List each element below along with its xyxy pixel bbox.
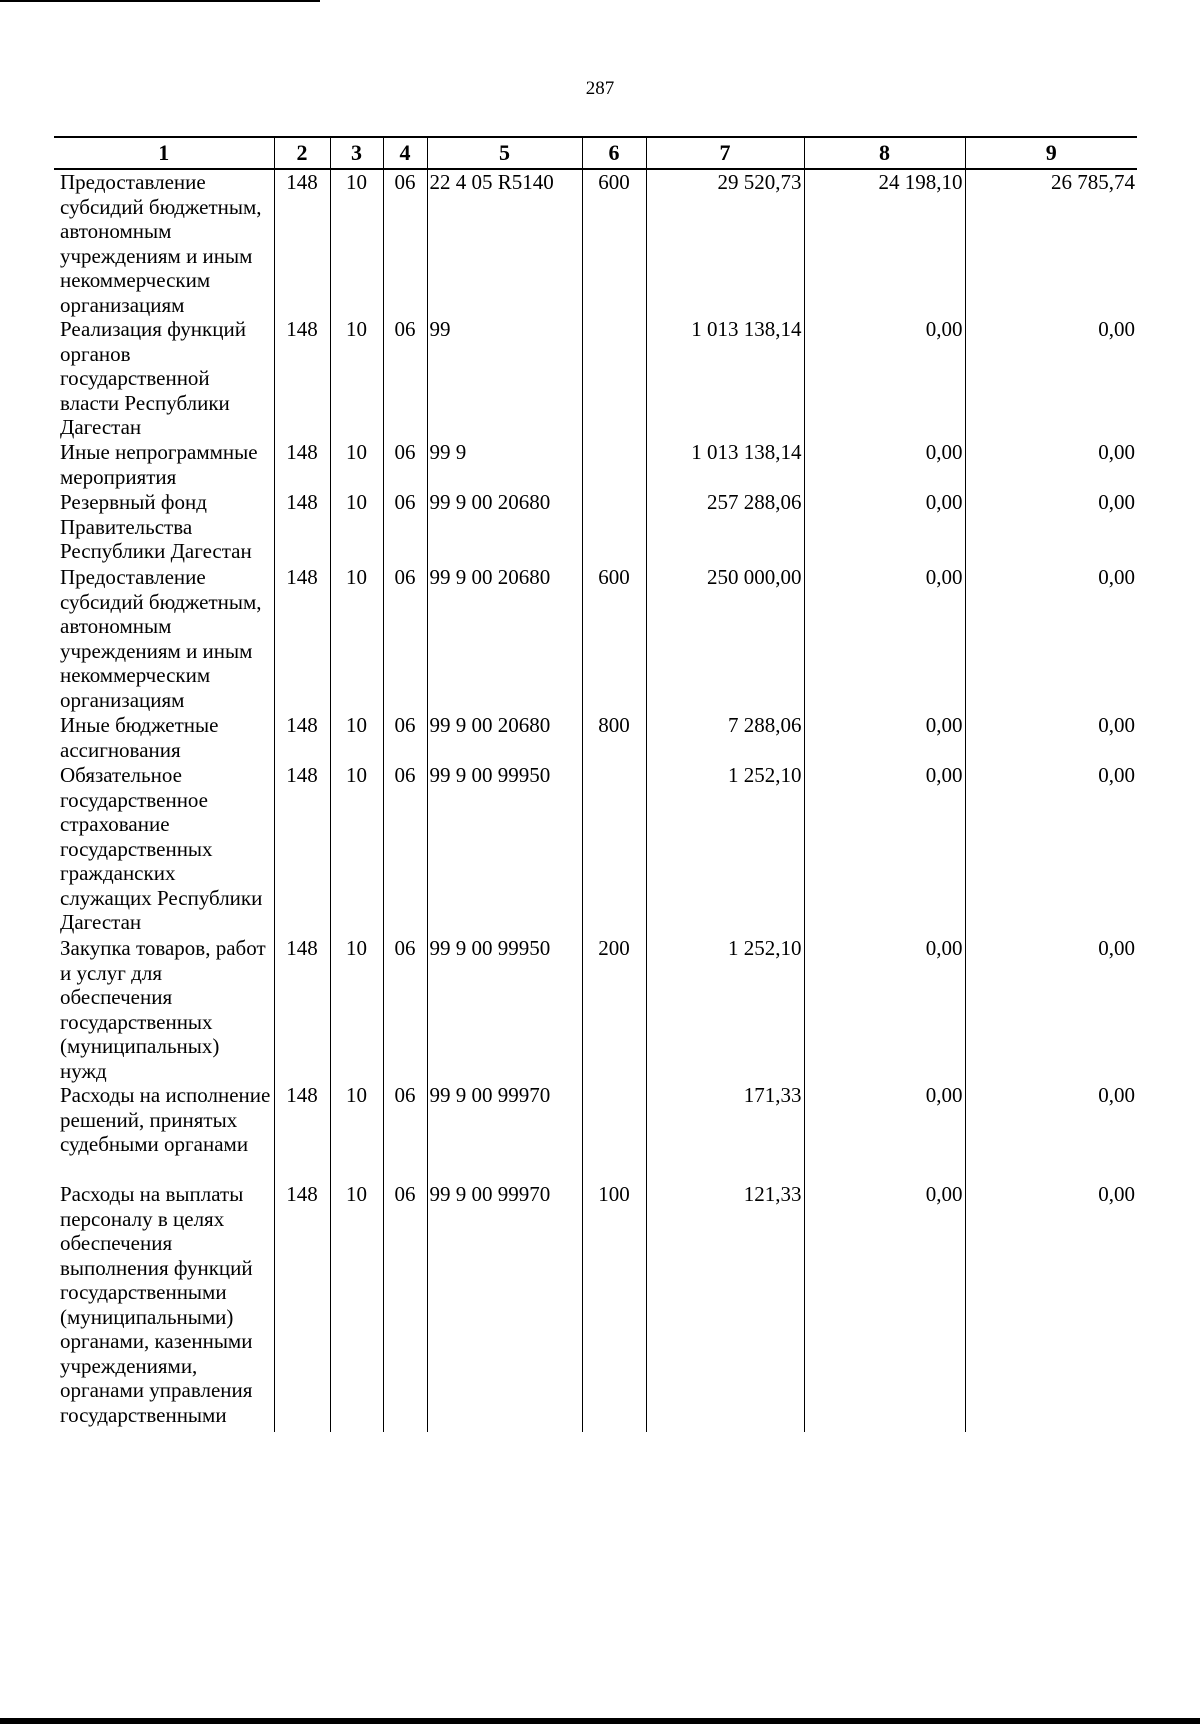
table-row: [54, 440, 1137, 490]
cell-col-6: [582, 440, 646, 490]
cell-col-3: 10: [330, 713, 383, 763]
header-col-5: 5: [427, 137, 582, 169]
table-row: [54, 1083, 1137, 1182]
cell-col-7: 171,33: [646, 1083, 804, 1182]
table-row: [54, 490, 1137, 565]
row-name: Предоставление субсидий бюджетным, автономным учреждениям и иным некоммерческим организациям: [54, 169, 274, 317]
cell-col-6: [582, 1083, 646, 1182]
row-name: Расходы на выплаты персоналу в целях обеспечения выполнения функций государственными (муниципальными) органами, казенными учреждениями, органами управления государственными: [54, 1182, 274, 1432]
table-row: [54, 1182, 1137, 1432]
cell-col-8: 24 198,10: [804, 169, 965, 317]
budget-table: [54, 136, 1137, 1432]
cell-col-6: [582, 763, 646, 936]
cell-col-3: 10: [330, 565, 383, 713]
cell-col-3: 10: [330, 1182, 383, 1432]
cell-col-9: 0,00: [965, 317, 1137, 440]
cell-col-5: 99 9 00 20680: [427, 713, 582, 763]
cell-col-6: 100: [582, 1182, 646, 1432]
row-name: Обязательное государственное страхование государственных гражданских служащих Республики Дагестан: [54, 763, 274, 936]
cell-col-8: 0,00: [804, 1182, 965, 1432]
cell-col-5: 99 9 00 20680: [427, 490, 582, 565]
page-number: 287: [585, 78, 615, 99]
header-col-2: 2: [274, 137, 330, 169]
header-col-8: 8: [804, 137, 965, 169]
cell-col-9: 0,00: [965, 763, 1137, 936]
cell-col-8: 0,00: [804, 317, 965, 440]
cell-col-4: 06: [383, 936, 427, 1083]
cell-col-2: 148: [274, 317, 330, 440]
header-col-7: 7: [646, 137, 804, 169]
cell-col-9: 26 785,74: [965, 169, 1137, 317]
table-row: [54, 169, 1137, 317]
table-row: [54, 763, 1137, 936]
cell-col-5: 99 9 00 99950: [427, 936, 582, 1083]
cell-col-6: 200: [582, 936, 646, 1083]
header-col-6: 6: [582, 137, 646, 169]
cell-col-9: 0,00: [965, 713, 1137, 763]
cell-col-9: 0,00: [965, 490, 1137, 565]
cell-col-2: 148: [274, 713, 330, 763]
cell-col-9: 0,00: [965, 936, 1137, 1083]
cell-col-8: 0,00: [804, 936, 965, 1083]
cell-col-7: 29 520,73: [646, 169, 804, 317]
row-name: Закупка товаров, работ и услуг для обеспечения государственных (муниципальных) нужд: [54, 936, 274, 1083]
cell-col-3: 10: [330, 936, 383, 1083]
header-col-9: 9: [965, 137, 1137, 169]
cell-col-2: 148: [274, 169, 330, 317]
row-name: Предоставление субсидий бюджетным, автономным учреждениям и иным некоммерческим организациям: [54, 565, 274, 713]
cell-col-5: 99 9 00 99970: [427, 1182, 582, 1432]
cell-col-5: 99 9: [427, 440, 582, 490]
row-name: Иные непрограммные мероприятия: [54, 440, 274, 490]
cell-col-8: 0,00: [804, 763, 965, 936]
cell-col-8: 0,00: [804, 490, 965, 565]
top-rule: [0, 0, 320, 2]
cell-col-4: 06: [383, 169, 427, 317]
cell-col-9: 0,00: [965, 565, 1137, 713]
cell-col-2: 148: [274, 936, 330, 1083]
table-row: [54, 936, 1137, 1083]
cell-col-3: 10: [330, 317, 383, 440]
row-name: Иные бюджетные ассигнования: [54, 713, 274, 763]
cell-col-7: 1 252,10: [646, 936, 804, 1083]
cell-col-5: 99: [427, 317, 582, 440]
cell-col-8: 0,00: [804, 565, 965, 713]
cell-col-2: 148: [274, 1182, 330, 1432]
cell-col-7: 121,33: [646, 1182, 804, 1432]
cell-col-5: 22 4 05 R5140: [427, 169, 582, 317]
cell-col-6: 800: [582, 713, 646, 763]
cell-col-9: 0,00: [965, 1182, 1137, 1432]
table-row: [54, 565, 1137, 713]
cell-col-4: 06: [383, 1182, 427, 1432]
cell-col-3: 10: [330, 1083, 383, 1182]
cell-col-6: [582, 490, 646, 565]
cell-col-7: 250 000,00: [646, 565, 804, 713]
cell-col-4: 06: [383, 490, 427, 565]
cell-col-7: 1 252,10: [646, 763, 804, 936]
row-name: Резервный фонд Правительства Республики Дагестан: [54, 490, 274, 565]
cell-col-4: 06: [383, 763, 427, 936]
cell-col-2: 148: [274, 763, 330, 936]
bottom-rule: [0, 1718, 1200, 1724]
cell-col-4: 06: [383, 1083, 427, 1182]
cell-col-4: 06: [383, 713, 427, 763]
table-row: [54, 713, 1137, 763]
cell-col-7: 257 288,06: [646, 490, 804, 565]
cell-col-5: 99 9 00 20680: [427, 565, 582, 713]
cell-col-2: 148: [274, 1083, 330, 1182]
cell-col-2: 148: [274, 490, 330, 565]
header-col-4: 4: [383, 137, 427, 169]
table-row: [54, 317, 1137, 440]
cell-col-4: 06: [383, 565, 427, 713]
cell-col-4: 06: [383, 440, 427, 490]
cell-col-3: 10: [330, 169, 383, 317]
cell-col-3: 10: [330, 763, 383, 936]
cell-col-9: 0,00: [965, 1083, 1137, 1182]
cell-col-6: [582, 317, 646, 440]
row-name: Расходы на исполнение решений, принятых судебными органами: [54, 1083, 274, 1182]
header-col-3: 3: [330, 137, 383, 169]
cell-col-2: 148: [274, 565, 330, 713]
cell-col-6: 600: [582, 565, 646, 713]
cell-col-3: 10: [330, 440, 383, 490]
cell-col-5: 99 9 00 99950: [427, 763, 582, 936]
header-row: [54, 137, 1137, 169]
cell-col-8: 0,00: [804, 440, 965, 490]
cell-col-9: 0,00: [965, 440, 1137, 490]
cell-col-8: 0,00: [804, 1083, 965, 1182]
cell-col-4: 06: [383, 317, 427, 440]
cell-col-7: 1 013 138,14: [646, 317, 804, 440]
cell-col-2: 148: [274, 440, 330, 490]
cell-col-7: 7 288,06: [646, 713, 804, 763]
cell-col-3: 10: [330, 490, 383, 565]
cell-col-5: 99 9 00 99970: [427, 1083, 582, 1182]
cell-col-7: 1 013 138,14: [646, 440, 804, 490]
cell-col-6: 600: [582, 169, 646, 317]
row-name: Реализация функций органов государственной власти Республики Дагестан: [54, 317, 274, 440]
cell-col-8: 0,00: [804, 713, 965, 763]
header-col-1: 1: [54, 137, 274, 169]
